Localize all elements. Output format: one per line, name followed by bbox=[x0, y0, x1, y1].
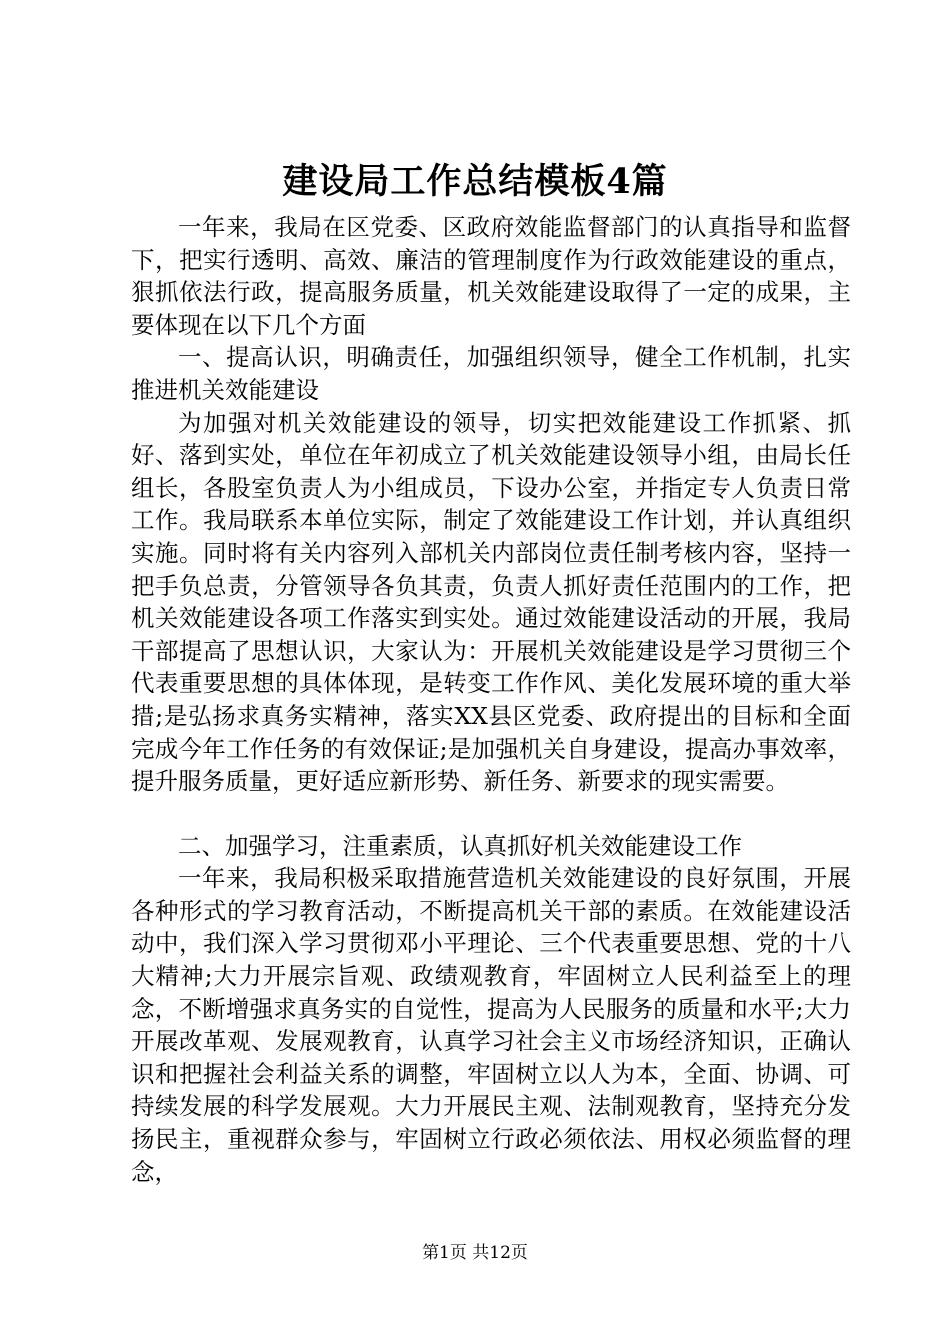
paragraph-gap bbox=[131, 798, 851, 830]
document-title: 建设局工作总结模板4篇 bbox=[282, 161, 668, 202]
section-heading-1: 一、提高认识，明确责任，加强组织领导，健全工作机制，扎实推进机关效能建设 bbox=[131, 343, 851, 404]
document-body bbox=[131, 211, 851, 1188]
paragraph-intro: 一年来，我局在区党委、区政府效能监督部门的认真指导和监督下，把实行透明、高效、廉洁的管理制度作为行政效能建设的重点，狠抓依法行政，提高服务质量，机关效能建设取得了一定的成果，主要体现在以下几个方面 bbox=[131, 213, 851, 339]
page-footer: 第1页 共12页 bbox=[422, 1243, 528, 1263]
paragraph-section-1: 为加强对机关效能建设的领导，切实把效能建设工作抓紧、抓好、落到实处，单位在年初成立了机关效能建设领导小组，由局长任组长，各股室负责人为小组成员，下设办公室，并指定专人负责日常工作。我局联系本单位实际，制定了效能建设工作计划，并认真组织实施。同时将有关内容列入部机关内部岗位责任制考核内容，坚持一把手负总责，分管领导各负其责，负责人抓好责任范围内的工作，把机关效能建设各项工作落实到实处。通过效能建设活动的开展，我局干部提高了思想认识，大家认为：开展机关效能建设是学习贯彻三个代表重要思想的具体体现，是转变工作作风、美化发展环境的重大举措;是弘扬求真务实精神，落实XX县区党委、政府提出的目标和全面完成今年工作任务的有效保证;是加强机关自身建设，提高办事效率，提升服务质量，更好适应新形势、新任务、新要求的现实需要。 bbox=[131, 408, 851, 796]
section-heading-2: 二、加强学习，注重素质，认真抓好机关效能建设工作 bbox=[178, 831, 742, 860]
paragraph-section-2: 一年来，我局积极采取措施营造机关效能建设的良好氛围，开展各种形式的学习教育活动，不断提高机关干部的素质。在效能建设活动中，我们深入学习贯彻邓小平理论、三个代表重要思想、党的十八大精神;大力开展宗旨观、政绩观教育，牢固树立人民利益至上的理念，不断增强求真务实的自觉性，提高为人民服务的质量和水平;大力开展改革观、发展观教育，认真学习社会主义市场经济知识，正确认识和把握社会利益关系的调整，牢固树立以人为本，全面、协调、可持续发展的科学发展观。大力开展民主观、法制观教育，坚持充分发扬民主，重视群众参与，牢固树立行政必须依法、用权必须监督的理念， bbox=[131, 864, 851, 1186]
